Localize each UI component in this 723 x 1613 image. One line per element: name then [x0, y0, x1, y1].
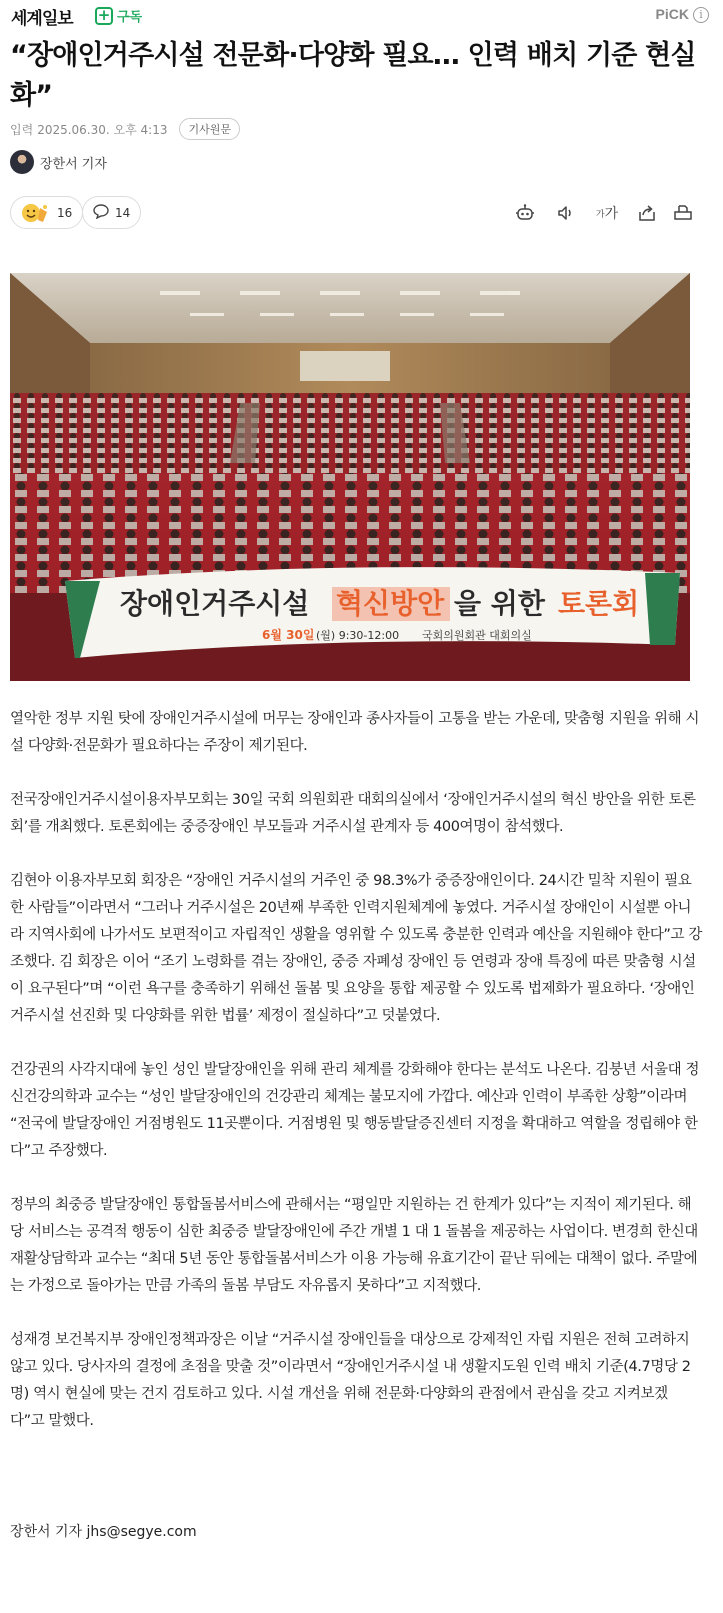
- article-headline: “장애인거주시설 전문화·다양화 필요… 인력 배치 기준 현실화”: [10, 40, 696, 111]
- speaker-icon[interactable]: [556, 203, 576, 223]
- reaction-emoji-icon: [21, 202, 51, 224]
- article-paragraph: 김현아 이용자부모회 회장은 “장애인 거주시설의 거주인 중 98.3%가 중증장애인이다. 24시간 밀착 지원이 필요한 사람들”이라면서 “그러나 거주시설은 20년째 부족한 인력지원체계에 놓였다. 거주시설 장애인이 시설뿐 아니라 지역사회에 나가서도 보편적이고 자립적인 생활을 영위할 수 있도록 충분한 인력과 예산을 지원해야 한다”고 강조했다. 김 회장은 이어 “조기 노령화를 겪는 장애인, 중증 자폐성 장애인 등 연령과 장애 특징에 따른 맞춤형 시설이 요구된다”며 “이런 욕구를 충족하기 위해선 돌봄 및 요양을 통합 제공할 수 있도록 법제화가 필요하다. ‘장애인 거주시설 선진화 및 다양화를 위한 법률’ 제정이 절실하다”고 덧붙였다.: [10, 873, 702, 1024]
- banner-venue: 국회의원회관 대회의실: [422, 629, 532, 642]
- reaction-button[interactable]: [10, 196, 83, 229]
- print-icon[interactable]: [673, 203, 693, 223]
- press-header: [0, 0, 723, 30]
- subscribe-label: 구독: [117, 10, 143, 25]
- reaction-count: 16: [57, 205, 73, 220]
- banner-main-text: 장애인거주시설: [120, 587, 310, 620]
- robot-summary-icon[interactable]: [515, 203, 535, 223]
- article-paragraph: 건강권의 사각지대에 놓인 성인 발달장애인을 위해 관리 체계를 강화해야 한다는 분석도 나온다. 김붕년 서울대 정신건강의학과 교수는 “성인 발달장애인의 건강관리 체계는 불모지에 가깝다. 예산과 인력이 부족한 상황”이라며 “전국에 발달장애인 거점병원도 11곳뿐이다. 거점병원 및 행동발달증진센터 지정을 확대하고 역할을 정립해야 한다”고 주장했다.: [10, 1062, 700, 1159]
- article-actions: [10, 196, 713, 230]
- article-body: [10, 706, 702, 1462]
- banner-highlight-text: 혁신방안: [336, 587, 445, 620]
- article-paragraph: 전국장애인거주시설이용자부모회는 30일 국회 의원회관 대회의실에서 ‘장애인거주시설의 혁신 방안을 위한 토론회’를 개최했다. 토론회에는 중증장애인 부모들과 거주시설 관계자 등 400여명이 참석했다.: [10, 792, 696, 835]
- plus-square-icon: +: [95, 7, 113, 25]
- author-info[interactable]: [10, 150, 107, 174]
- banner-end-text: 토론회: [558, 587, 640, 620]
- pick-label: PiCK: [655, 6, 689, 22]
- comment-count: 14: [115, 205, 131, 220]
- banner-time: (월) 9:30-12:00: [316, 629, 400, 642]
- article-meta: [10, 118, 240, 140]
- banner-mid-text: 을 위한: [454, 587, 545, 620]
- reporter-byline: 장한서 기자 jhs@segye.com: [10, 1524, 197, 1540]
- share-icon[interactable]: [637, 203, 657, 223]
- comment-bubble-icon: [93, 203, 109, 222]
- article-paragraph: 열악한 정부 지원 탓에 장애인거주시설에 머무는 장애인과 종사자들이 고통을 받는 가운데, 맞춤형 지원을 위해 시설 다양화·전문화가 필요하다는 주장이 제기된다.: [10, 711, 700, 754]
- article-paragraph: 성재경 보건복지부 장애인정책과장은 이날 “거주시설 장애인들을 대상으로 강제적인 자립 지원은 전혀 고려하지 않고 있다. 당사자의 결정에 초점을 맞출 것”이라면서 “장애인거주시설 내 생활지도원 인력 배치 기준(4.7명당 2명) 역시 현실에 맞는 건지 검토하고 있다. 시설 개선을 위해 전문화·다양화의 관점에서 관심을 갖고 지켜보겠다”고 말했다.: [10, 1332, 691, 1429]
- comment-button[interactable]: [82, 196, 141, 229]
- info-icon[interactable]: i: [693, 7, 709, 23]
- publish-date: 2025.06.30. 오후 4:13: [37, 122, 168, 137]
- input-label: 입력: [10, 122, 34, 137]
- original-article-button[interactable]: 기사원문: [179, 118, 240, 140]
- author-name: 장한서 기자: [40, 156, 107, 172]
- font-size-icon[interactable]: 가 가: [595, 206, 619, 222]
- subscribe-button[interactable]: [95, 6, 142, 25]
- article-paragraph: 정부의 최중증 발달장애인 통합돌봄서비스에 관해서는 “평일만 지원하는 건 한계가 있다”는 지적이 제기된다. 해당 서비스는 공격적 행동이 심한 최중증 발달장애인에 주간 개별 1 대 1 돌봄을 제공하는 사업이다. 변경희 한신대 재활상담학과 교수는 “최대 5년 동안 통합돌봄서비스가 이용 가능해 유효기간이 끝난 뒤에는 대책이 없다. 주말에는 가정으로 돌아가는 만큼 가족의 돌봄 부담도 자유롭지 못하다”고 지적했다.: [10, 1197, 698, 1294]
- banner-date: 6월 30일: [262, 628, 315, 642]
- press-logo[interactable]: 세계일보: [11, 9, 73, 29]
- article-photo[interactable]: [10, 273, 690, 681]
- avatar: [10, 150, 34, 174]
